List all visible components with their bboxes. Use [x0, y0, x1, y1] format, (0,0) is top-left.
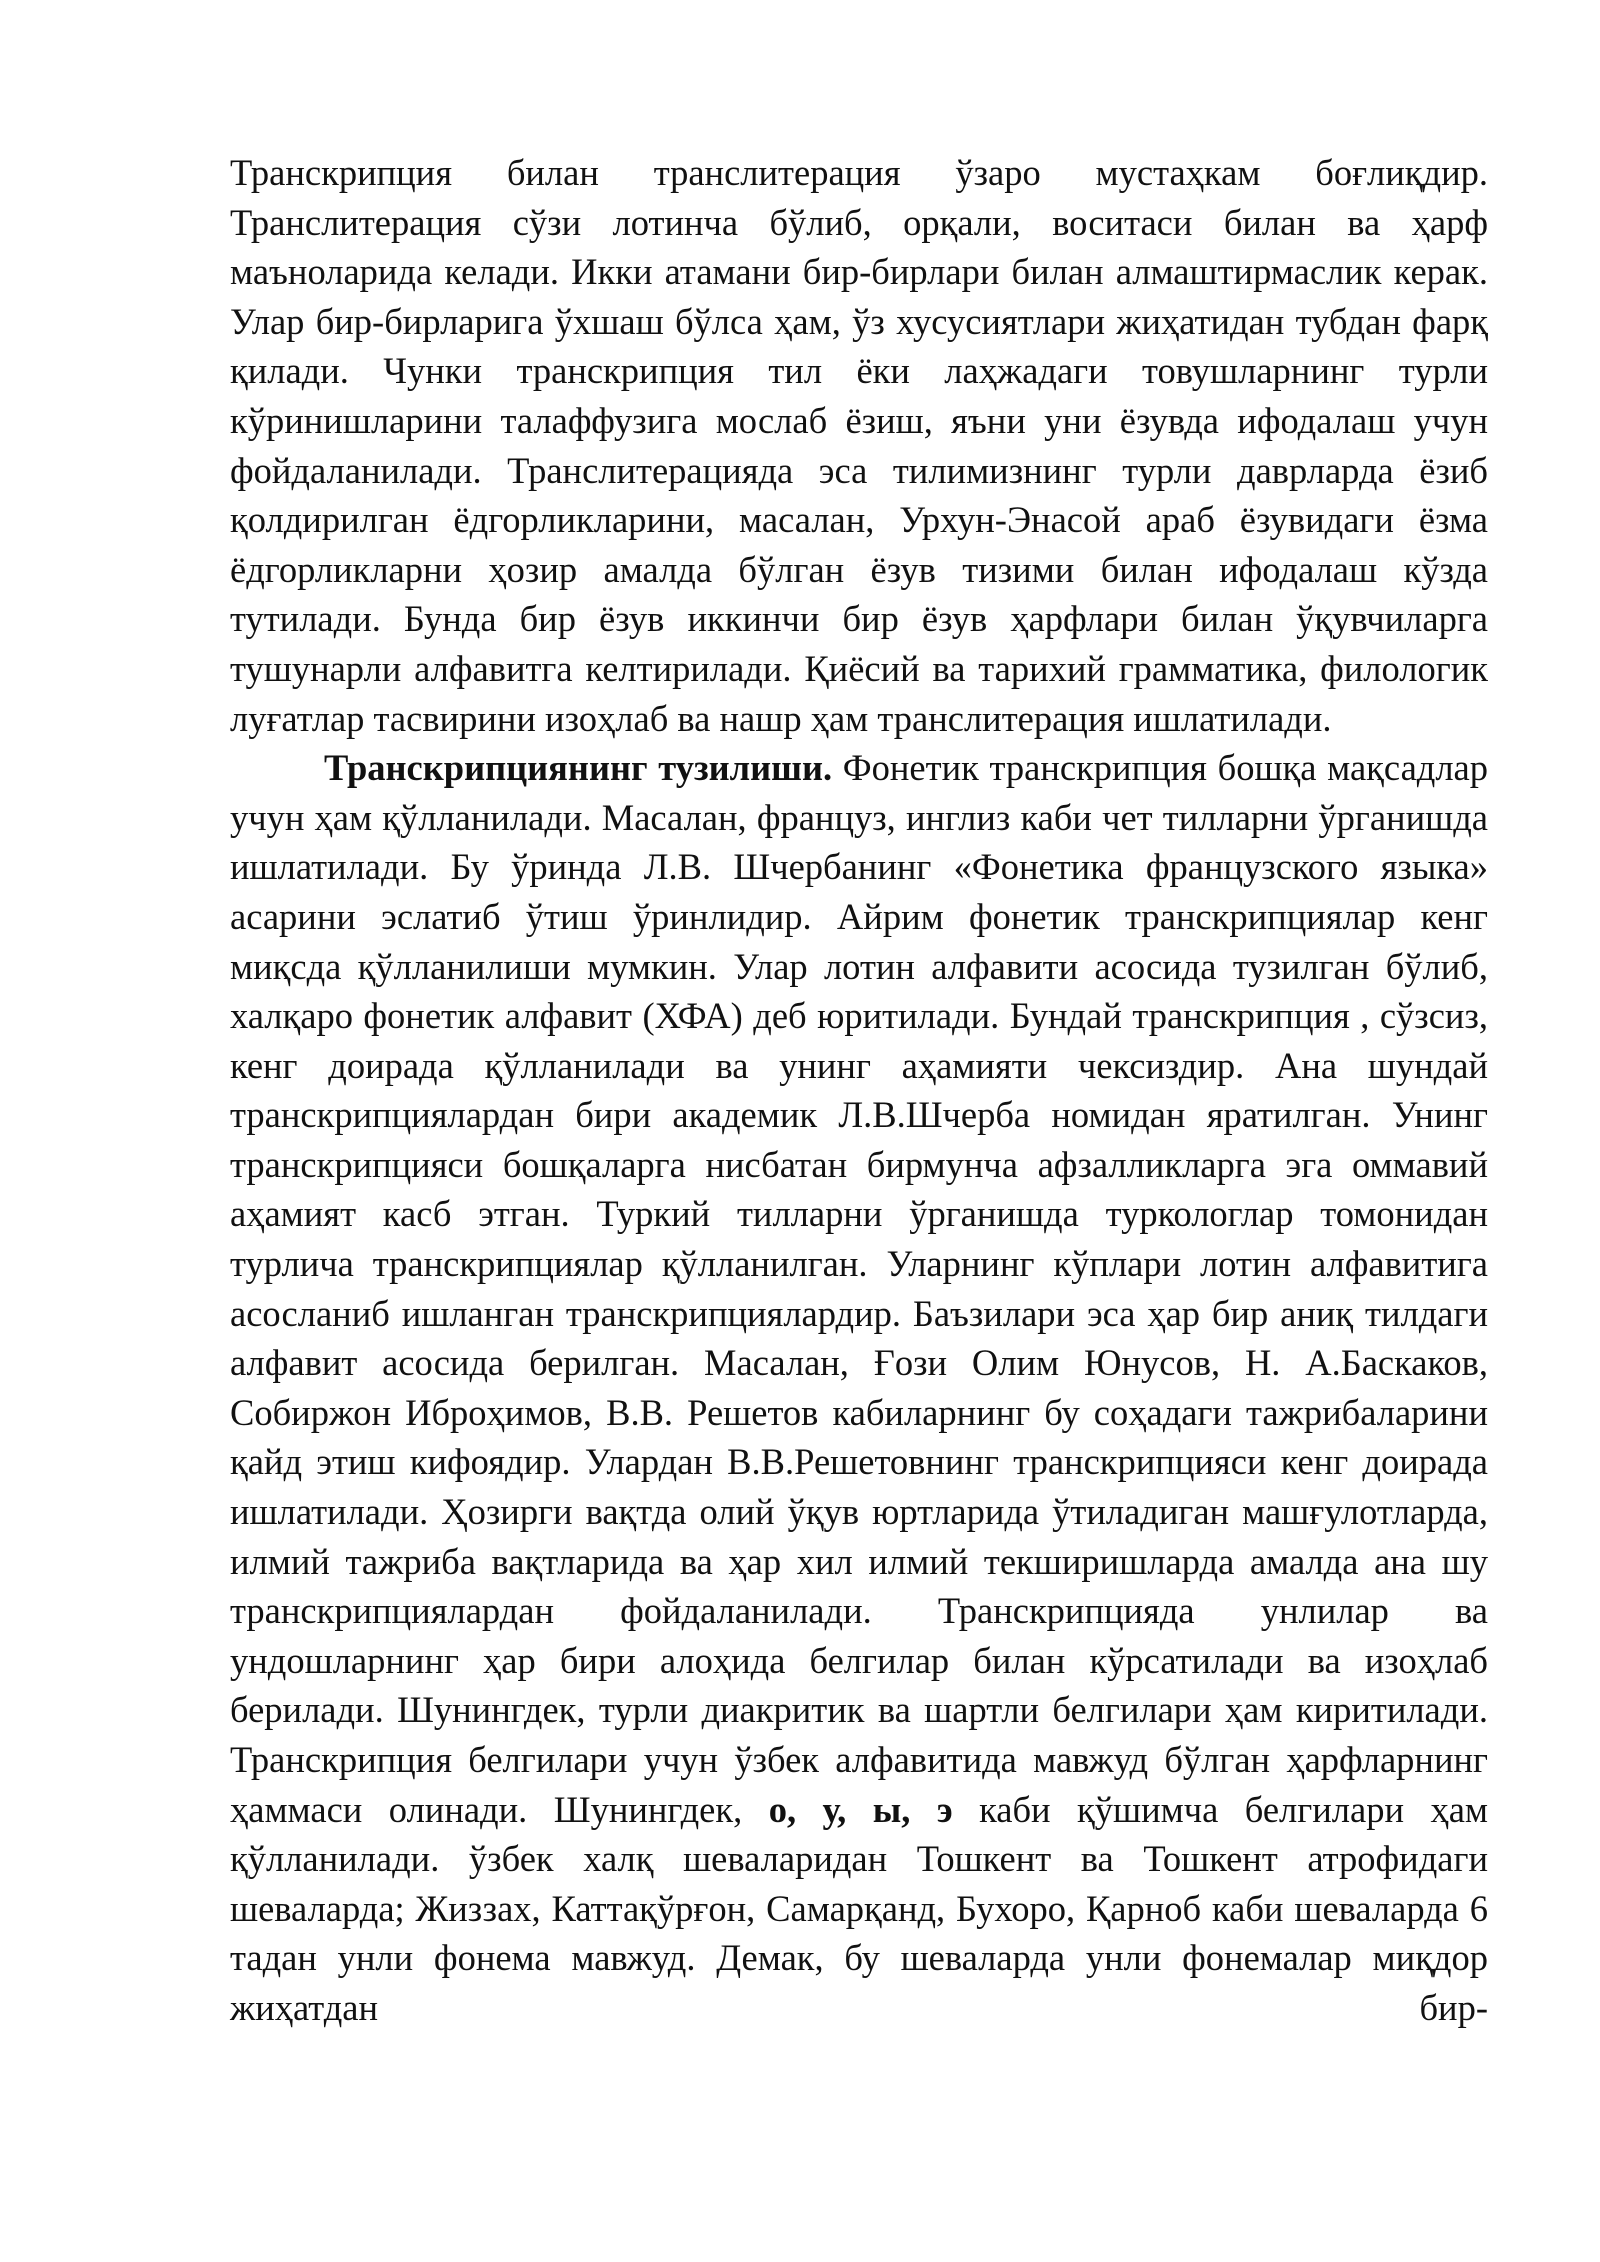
- body-text: [230, 148, 1488, 2033]
- paragraph-transcription-structure: [230, 743, 1488, 2032]
- paragraph-text-part-2: каби қўшимча белгилари ҳам қўлланилади. ўзбек халқ шеваларидан Тошкент ва Тошкент атрофидаги шеваларда; Жиззах, Каттақўрғон, Самарқанд, Бухоро, Қарноб каби шеваларда 6 тадан унли фонема мавжуд. Демак, бу шеваларда унли фонемалар миқдор жиҳатдан бир-: [230, 1788, 1488, 2028]
- section-heading: Транскрипциянинг тузилиши.: [324, 747, 833, 789]
- paragraph-text-part-1: Фонетик транскрипция бошқа мақсадлар учун ҳам қўлланилади. Масалан, француз, инглиз каби чет тилларни ўрганишда ишлатилади. Бу ўринда Л.В. Шчербанинг «Фонетика французского языка» асарини эслатиб ўтиш ўринлидир. Айрим фонетик транскрипциялар кенг миқсда қўлланилиши мумкин. Улар лотин алфавити асосида тузилган бўлиб, халқаро фонетик алфавит (ХФА) деб юритилади. Бундай транскрипция , сўзсиз, кенг доирада қўлланилади ва унинг аҳамияти чексиздир. Ана шундай транскрипциялардан бири академик Л.В.Шчерба номидан яратилган. Унинг транскрипцияси бошқаларга нисбатан бирмунча афзалликларга эга оммавий аҳамият касб этган. Туркий тилларни ўрганишда туркологлар томонидан турлича транскрипциялар қўлланилган. Уларнинг кўплари лотин алфавитига асосланиб ишланган транскрипциялардир. Баъзилари эса ҳар бир аниқ тилдаги алфавит асосида берилган. Масалан, Ғози Олим Юнусов, Н. А.Баскаков, Собиржон Иброҳимов, В.В. Решетов кабиларнинг бу соҳадаги тажрибаларини қайд этиш кифоядир. Улардан В.В.Решетовнинг транскрипцияси кенг доирада ишлатилади. Ҳозирги вақтда олий ўқув юртларида ўтиладиган машғулотларда, илмий тажриба вақтларида ва ҳар хил илмий текширишларда амалда ана шу транскрипциялардан фойдаланилади. Транскрипцияда унлилар ва ундошларнинг ҳар бири алоҳида белгилар билан кўрсатилади ва изоҳлаб берилади. Шунингдек, турли диакритик ва шартли белгилари ҳам киритилади. Транскрипция белгилари учун ўзбек алфавитида мавжуд бўлган ҳарфларнинг ҳаммаси олинади. Шунингдек,: [230, 747, 1488, 1830]
- paragraph-transliteration: Транскрипция билан транслитерация ўзаро мустаҳкам боғлиқдир. Транслитерация сўзи лотинча бўлиб, орқали, воситаси билан ва ҳарф маъноларида келади. Икки атамани бир-бирлари билан алмаштирмаслик керак. Улар бир-бирларига ўхшаш бўлса ҳам, ўз хусусиятлари жиҳатидан тубдан фарқ қилади. Чунки транскрипция тил ёки лаҳжадаги товушларнинг турли кўринишларини талаффузига мослаб ёзиш, яъни уни ёзувда ифодалаш учун фойдаланилади. Транслитерацияда эса тилимизнинг турли даврларда ёзиб қолдирилган ёдгорликларини, масалан, Урхун-Энасой араб ёзувидаги ёзма ёдгорликларни ҳозир амалда бўлган ёзув тизими билан ифодалаш кўзда тутилади. Бунда бир ёзув иккинчи бир ёзув ҳарфлари билан ўқувчиларга тушунарли алфавитга келтирилади. Қиёсий ва тарихий грамматика, филологик луғатлар тасвирини изоҳлаб ва нашр ҳам транслитерация ишлатилади.: [230, 152, 1488, 739]
- bold-letters: о, у, ы, э: [768, 1788, 953, 1830]
